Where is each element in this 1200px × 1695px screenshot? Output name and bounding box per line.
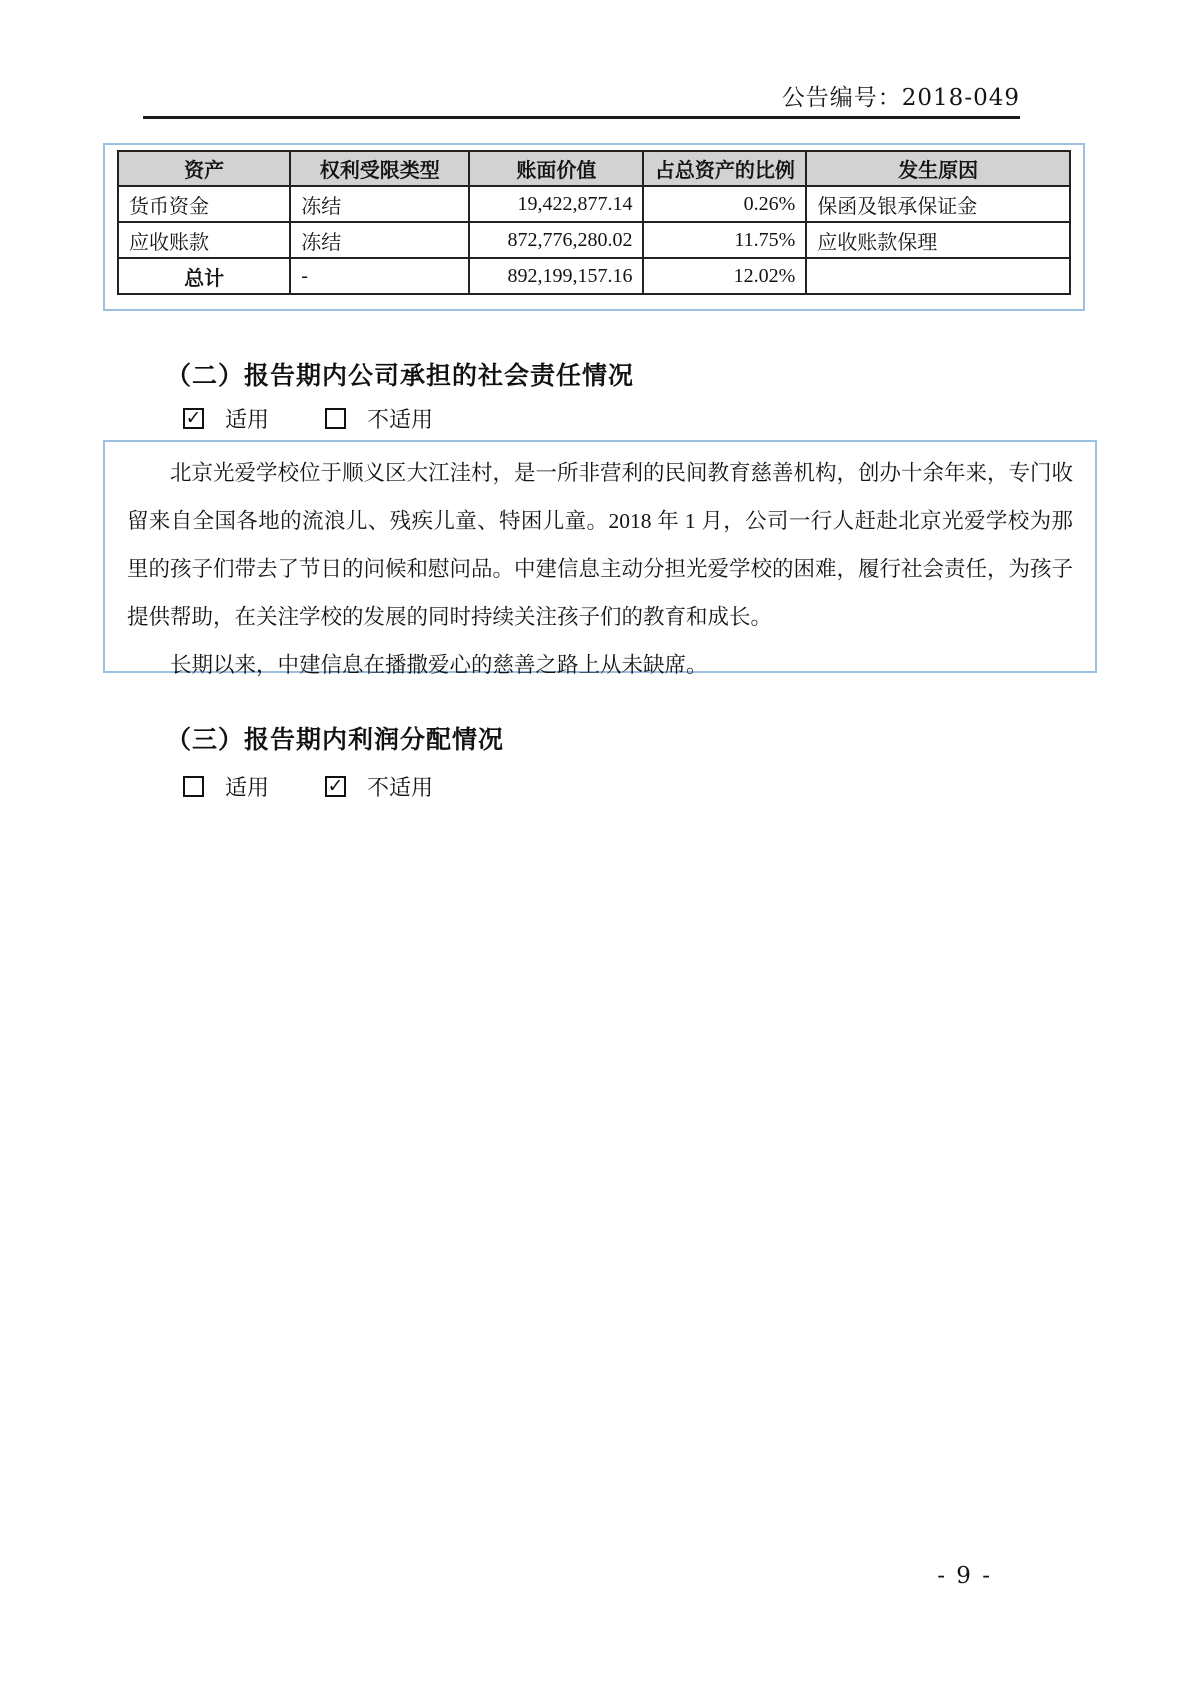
- col-header-book-value: 账面价值: [469, 151, 643, 186]
- section-3-applicable-label: 适用: [225, 774, 270, 800]
- page-number: - 9 -: [937, 1563, 992, 1589]
- cell-book-value: 19,422,877.14: [469, 186, 643, 222]
- cell-restriction-type: 冻结: [290, 222, 469, 258]
- col-header-reason: 发生原因: [806, 151, 1070, 186]
- section-2-not-applicable-label: 不适用: [367, 406, 434, 432]
- cell-ratio: 12.02%: [643, 258, 806, 294]
- announcement-number: 公告编号：2018-049: [781, 85, 1020, 111]
- col-header-asset: 资产: [118, 151, 290, 186]
- cell-reason: [806, 258, 1070, 294]
- check-icon: ✓: [185, 406, 202, 429]
- cell-ratio: 0.26%: [643, 186, 806, 222]
- section-2-title: （二）报告期内公司承担的社会责任情况: [166, 362, 635, 390]
- section-2-applicable-checkbox-checked: [183, 408, 204, 429]
- section-2-applicable-label: 适用: [225, 406, 270, 432]
- cell-reason: 保函及银承保证金: [806, 186, 1070, 222]
- section-2-not-applicable-checkbox-unchecked: [325, 408, 346, 429]
- section-3-not-applicable-label: 不适用: [367, 774, 434, 800]
- cell-reason: 应收账款保理: [806, 222, 1070, 258]
- section-3-applicability-row: [183, 774, 433, 798]
- cell-restriction-type: -: [290, 258, 469, 294]
- col-header-ratio: 占总资产的比例: [643, 151, 806, 186]
- social-responsibility-paragraph-2: 长期以来，中建信息在播撒爱心的慈善之路上从未缺席。: [170, 653, 708, 677]
- cell-restriction-type: 冻结: [290, 186, 469, 222]
- table-header-row: [118, 151, 1070, 186]
- cell-asset: 应收账款: [118, 222, 290, 258]
- header-rule: [143, 116, 1020, 119]
- cell-asset-total: 总计: [118, 258, 290, 294]
- cell-ratio: 11.75%: [643, 222, 806, 258]
- section-3-title: （三）报告期内利润分配情况: [166, 726, 505, 754]
- social-responsibility-text-frame: [103, 440, 1097, 677]
- restricted-assets-table: [117, 150, 1071, 295]
- cell-book-value: 892,199,157.16: [469, 258, 643, 294]
- table-row-monetary-funds: [118, 186, 1070, 222]
- section-3-applicable-checkbox-unchecked: [183, 776, 204, 797]
- col-header-restriction-type: 权利受限类型: [290, 151, 469, 186]
- section-3-not-applicable-checkbox-checked: [325, 776, 346, 797]
- table-row-total: [118, 258, 1070, 294]
- check-icon: ✓: [327, 774, 344, 797]
- cell-book-value: 872,776,280.02: [469, 222, 643, 258]
- cell-asset: 货币资金: [118, 186, 290, 222]
- social-responsibility-paragraph-1: 北京光爱学校位于顺义区大江洼村，是一所非营利的民间教育慈善机构，创办十余年来，专门收留来自全国各地的流浪儿、残疾儿童、特困儿童。2018 年 1 月，公司一行人赶赴北京光爱学校为那里的孩子们带去了节日的问候和慰问品。中建信息主动分担光爱学校的困难，履行社会责任，为孩子提供帮助，在关注学校的发展的同时持续关注孩子们的教育和成长。: [127, 461, 1074, 629]
- section-2-applicability-row: [183, 406, 433, 430]
- restricted-assets-table-frame: [103, 143, 1085, 311]
- table-row-accounts-receivable: [118, 222, 1070, 258]
